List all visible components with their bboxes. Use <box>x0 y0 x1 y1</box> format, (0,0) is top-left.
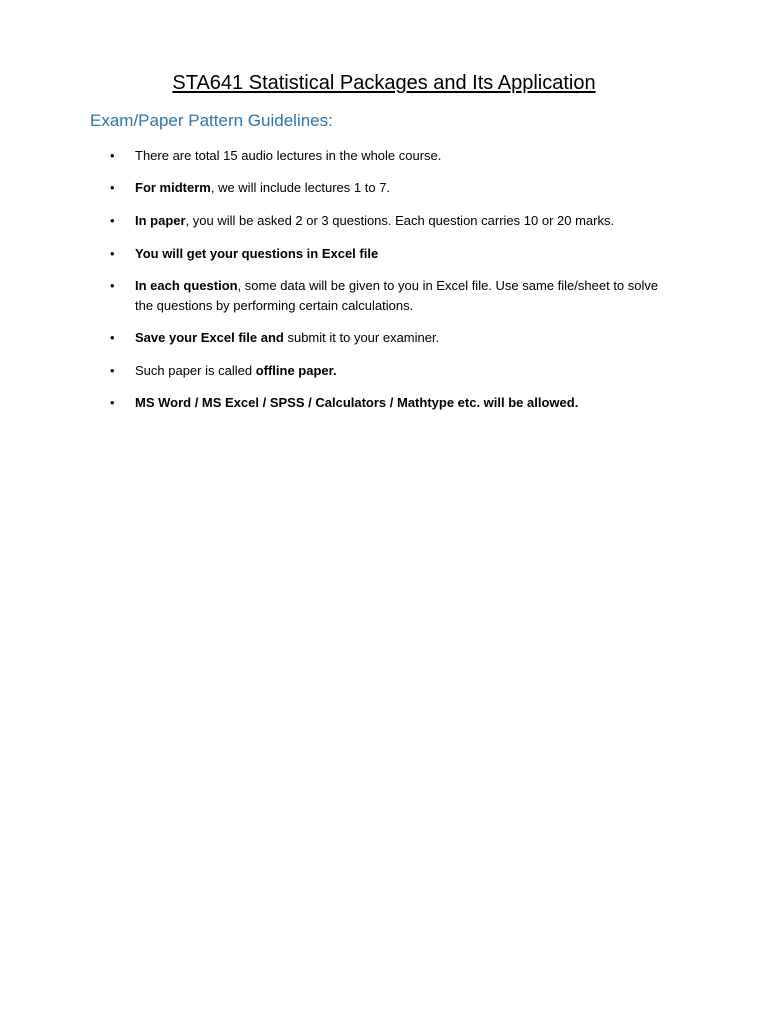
list-item-bold: MS Word / MS Excel / SPSS / Calculators / Mathtype etc. will be allowed. <box>135 395 579 410</box>
list-item-text <box>135 393 665 413</box>
list-item-text <box>135 146 665 166</box>
list-item-rest: , we will include lectures 1 to 7. <box>210 180 391 195</box>
list-item-bold: For midterm <box>135 180 211 195</box>
bullet-icon: • <box>110 213 115 228</box>
document-title: STA641 Statistical Packages and Its Application <box>172 72 596 94</box>
list-item-bold: In paper <box>135 213 186 228</box>
bullet-icon: • <box>110 278 115 293</box>
list-item-rest: , you will be asked 2 or 3 questions. Each question carries 10 or 20 marks. <box>185 213 615 228</box>
list-item-bold: You will get your questions in Excel file <box>135 246 379 261</box>
list-item-text <box>135 361 665 381</box>
list-item-rest: , some data will be given to you in Excel file. Use same file/sheet to solve the questions by performing certain calculations. <box>135 278 659 313</box>
list-item-bold: Save your Excel file and <box>135 330 284 345</box>
list-item-rest: submit it to your examiner. <box>283 330 440 345</box>
bullet-icon: • <box>110 395 115 410</box>
list-item-text <box>135 244 665 264</box>
list-item-rest: There are total 15 audio lectures in the whole course. <box>135 148 442 163</box>
bullet-icon: • <box>110 363 115 378</box>
section-heading: Exam/Paper Pattern Guidelines: <box>90 111 333 130</box>
bullet-icon: • <box>110 148 115 163</box>
bullet-icon: • <box>110 180 115 195</box>
list-item-prefix: Such paper is called <box>135 363 256 378</box>
list-item-text <box>135 211 665 231</box>
bullet-icon: • <box>110 246 115 261</box>
bullet-icon: • <box>110 330 115 345</box>
list-item-bold: offline paper. <box>255 363 337 378</box>
list-item-text <box>135 178 665 198</box>
list-item-text <box>135 328 665 348</box>
list-item-text <box>135 276 665 316</box>
list-item-bold: In each question <box>135 278 238 293</box>
